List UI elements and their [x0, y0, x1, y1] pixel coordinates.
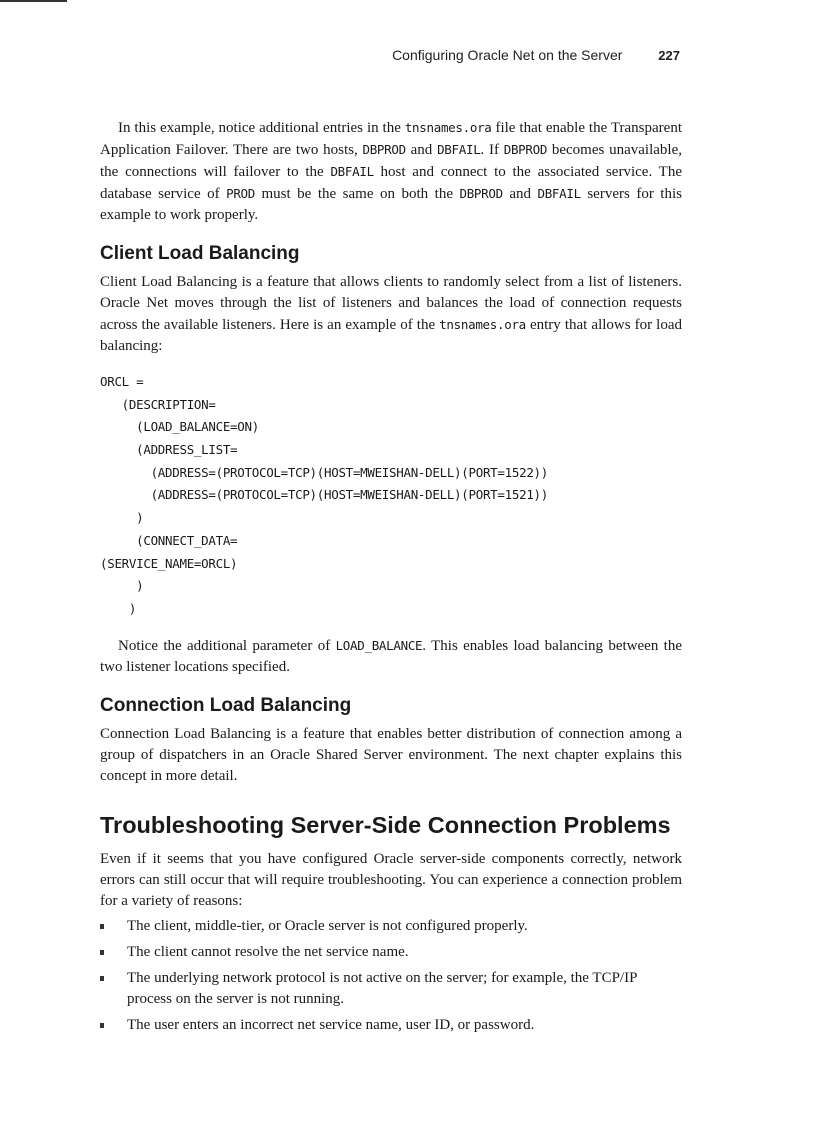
intro-code-dbprod-2: DBPROD [503, 142, 548, 157]
intro-code-dbfail-3: DBFAIL [537, 186, 581, 201]
intro-text-5: becomes unavailable, the connections will failover to the [100, 142, 682, 180]
intro-text-9: servers for this example to work properly. [100, 186, 682, 223]
list-item-text: The client, middle-tier, or Oracle server is not configured properly. [127, 917, 528, 934]
list-item-text: The user enters an incorrect net service name, user ID, or password. [127, 1016, 535, 1033]
client-lb-code-tnsnames: tnsnames.ora [439, 317, 526, 332]
list-item [100, 916, 682, 937]
intro-text-4: . If [480, 142, 504, 158]
list-item [100, 1015, 682, 1036]
code-line: ) [100, 600, 137, 616]
intro-text-2: file that enable the Transparent Application Failover. There are two hosts, [100, 120, 683, 158]
bullet-icon [100, 924, 104, 929]
intro-code-tnsnames: tnsnames.ora [404, 120, 492, 135]
load-balance-notice-paragraph [100, 635, 682, 678]
reasons-list [100, 916, 682, 1036]
code-line: (ADDRESS_LIST= [100, 442, 238, 458]
code-line: ) [100, 510, 144, 526]
running-head [0, 47, 680, 63]
code-line: (LOAD_BALANCE=ON) [100, 419, 259, 435]
notice-code-load-balance: LOAD_BALANCE [335, 637, 423, 653]
connection-load-balancing-heading: Connection Load Balancing [100, 694, 352, 716]
client-load-balancing-heading: Client Load Balancing [100, 243, 300, 264]
intro-code-dbprod: DBPROD [362, 142, 406, 157]
list-item [100, 942, 682, 963]
connection-load-balancing-paragraph: Connection Load Balancing is a feature that enables better distribution of connection among a group of dispatchers in an Oracle Shared Server environment. The next chapter explains this concept in more detail. [100, 725, 682, 784]
list-item [100, 968, 682, 1010]
code-line: (DESCRIPTION= [100, 396, 216, 412]
code-line: ORCL = [100, 374, 144, 389]
code-line: (SERVICE_NAME=ORCL) [100, 555, 238, 571]
tnsnames-code-block [100, 371, 682, 621]
bullet-icon [100, 1023, 104, 1028]
intro-text-3: and [405, 142, 438, 158]
intro-paragraph [100, 117, 682, 226]
bullet-icon [100, 950, 104, 955]
client-load-balancing-paragraph [100, 272, 682, 357]
troubleshooting-paragraph: Even if it seems that you have configured Oracle server-side components correctly, network errors can still occur that will require troubleshooting. You can experience a connection problem for a variety of reasons: [100, 850, 682, 909]
intro-text-1: In this example, notice additional entries in the [118, 120, 405, 136]
intro-text-8: and [502, 186, 538, 202]
intro-code-prod: PROD [226, 186, 256, 201]
troubleshooting-heading: Troubleshooting Server-Side Connection Problems [100, 811, 671, 838]
page-content [100, 117, 682, 1041]
intro-code-dbfail-2: DBFAIL [330, 164, 374, 179]
page-number: 227 [658, 48, 680, 63]
code-line: (CONNECT_DATA= [100, 532, 238, 548]
intro-code-dbprod-3: DBPROD [459, 186, 503, 201]
code-line: (ADDRESS=(PROTOCOL=TCP)(HOST=MWEISHAN-DELL)(PORT=1522)) [100, 464, 548, 480]
code-line: (ADDRESS=(PROTOCOL=TCP)(HOST=MWEISHAN-DELL)(PORT=1521)) [100, 487, 548, 503]
notice-text-2: . This enables load balancing between the two listener locations specified. [100, 637, 683, 675]
client-lb-text-1: Client Load Balancing is a feature that allows clients to randomly select from a list of listeners. Oracle Net moves through the list of listeners and balances the load of connection requests across the available listeners. Here is an example of the [100, 274, 682, 333]
intro-text-6: host and connect to the associated service. The database service of [100, 164, 682, 202]
list-item-text: The client cannot resolve the net service name. [127, 943, 409, 960]
intro-code-dbfail: DBFAIL [437, 142, 481, 157]
notice-text-1: Notice the additional parameter of [118, 637, 336, 654]
corner-rule [0, 0, 67, 2]
running-title: Configuring Oracle Net on the Server [392, 47, 623, 63]
intro-text-7: must be the same on both the [255, 186, 460, 202]
client-lb-text-2: entry that allows for load balancing: [100, 317, 682, 354]
list-item-text: The underlying network protocol is not active on the server; for example, the TCP/IP process on the server is not running. [127, 969, 637, 1007]
code-line: ) [100, 578, 144, 594]
bullet-icon [100, 976, 104, 981]
